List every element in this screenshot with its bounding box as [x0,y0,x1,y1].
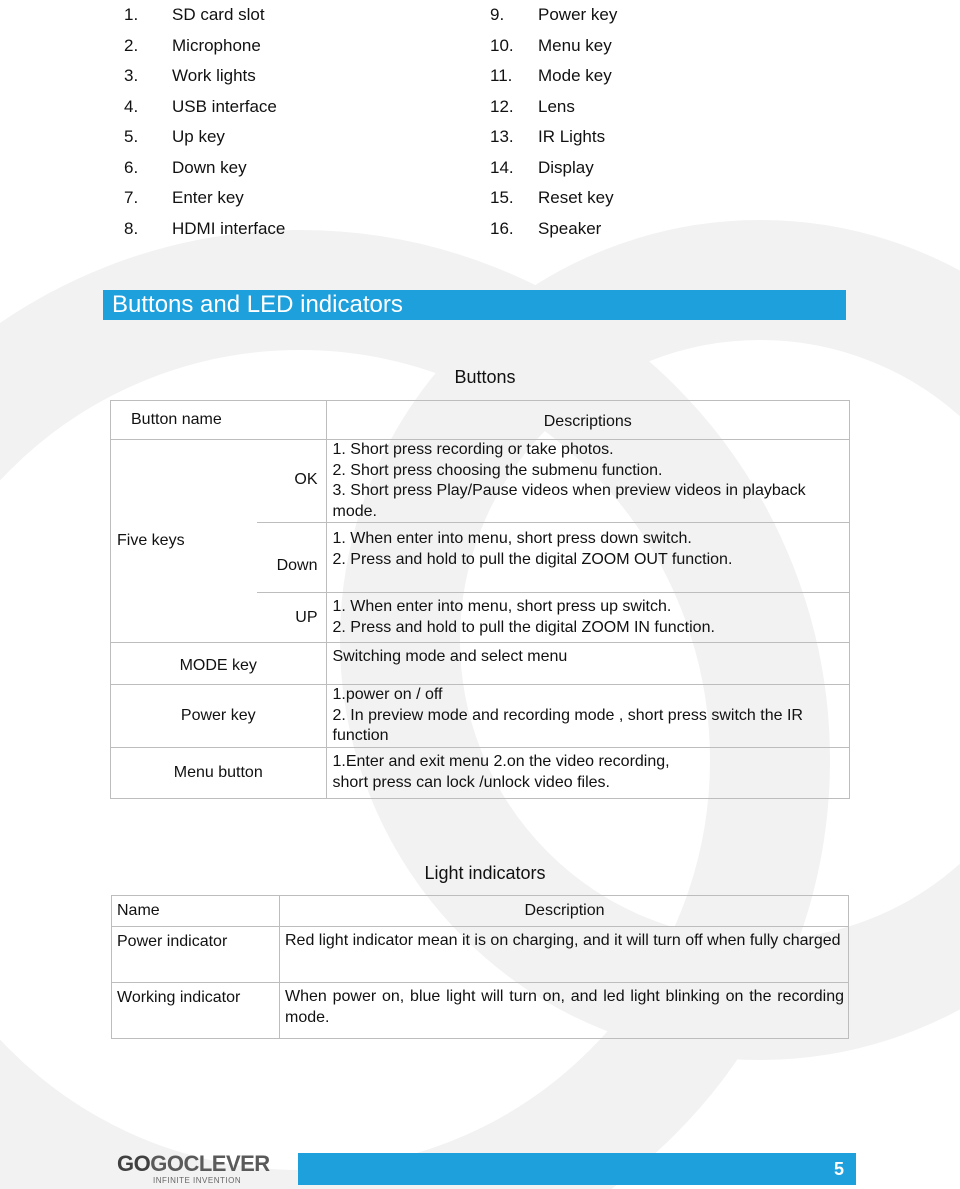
list-item: 3. Work lights [124,66,256,85]
working-indicator-description: When power on, blue light will turn on, and led light blinking on the recording mode. [280,983,849,1039]
power-indicator-name: Power indicator [112,927,280,983]
table-row [111,440,850,523]
list-item: 9. Power key [490,5,618,24]
mode-key-description: Switching mode and select menu [326,643,850,685]
table-row [112,927,849,983]
table-row [111,747,850,798]
table-header-row [112,896,849,927]
section-title: Buttons and LED indicators [103,290,846,320]
buttons-table-title: Buttons [454,367,516,387]
up-key-label: UP [257,593,326,643]
list-item: 14. Display [490,157,594,177]
mode-key-label: MODE key [111,643,327,685]
table-row [111,643,850,685]
list-item: 1. SD card slot [124,5,265,24]
logo-brand: GOCLEVER [150,1151,270,1176]
list-item: 2. Microphone [124,35,261,55]
goclever-logo [117,1153,287,1189]
logo-tagline: INFINITE INVENTION [153,1176,242,1185]
power-indicator-description: Red light indicator mean it is on charging, and it will turn off when fully charged [280,927,849,983]
five-keys-label: Five keys [111,440,258,643]
list-item: 13. IR Lights [490,127,606,146]
table-row [111,685,850,748]
header-name: Name [112,896,280,927]
buttons-table [110,400,850,799]
list-item: 4. USB interface [124,96,277,116]
header-description: Description [280,896,849,927]
parts-list-left [124,0,424,244]
logo-go: GO [117,1151,151,1176]
footer-bar [298,1153,856,1185]
power-key-description: 1.power on / off 2. In preview mode and recording mode , short press switch the IR function [326,685,850,748]
list-item: 10. Menu key [490,35,612,55]
header-button-name: Button name [111,401,327,440]
list-item: 6. Down key [124,157,247,177]
list-item: 5. Up key [124,127,225,146]
list-item: 7. Enter key [124,188,244,207]
light-indicators-table [111,895,849,1039]
parts-list-right [490,0,790,244]
power-key-label: Power key [111,685,327,748]
page-number: 5 [833,1159,844,1179]
ok-key-description: 1. Short press recording or take photos. 2. Short press choosing the submenu function. 3. Short press Play/Pause videos when preview videos in playback mode. [326,440,850,523]
header-descriptions: Descriptions [326,401,850,440]
down-key-description: 1. When enter into menu, short press down switch. 2. Press and hold to pull the digital ZOOM OUT function. [326,523,850,593]
list-item: 11. Mode key [490,66,612,85]
table-row [112,983,849,1039]
working-indicator-name: Working indicator [112,983,280,1039]
up-key-description: 1. When enter into menu, short press up switch. 2. Press and hold to pull the digital ZOOM IN function. [326,593,850,643]
lights-table-title: Light indicators [424,863,546,883]
menu-button-description: 1.Enter and exit menu 2.on the video recording, short press can lock /unlock video files. [326,747,850,798]
list-item: 15. Reset key [490,188,614,207]
menu-button-label: Menu button [111,747,327,798]
ok-key-label: OK [257,440,326,523]
list-item: 8. HDMI interface [124,218,286,238]
list-item: 16. Speaker [490,218,602,238]
down-key-label: Down [257,523,326,593]
list-item: 12. Lens [490,96,575,116]
table-header-row [111,401,850,440]
